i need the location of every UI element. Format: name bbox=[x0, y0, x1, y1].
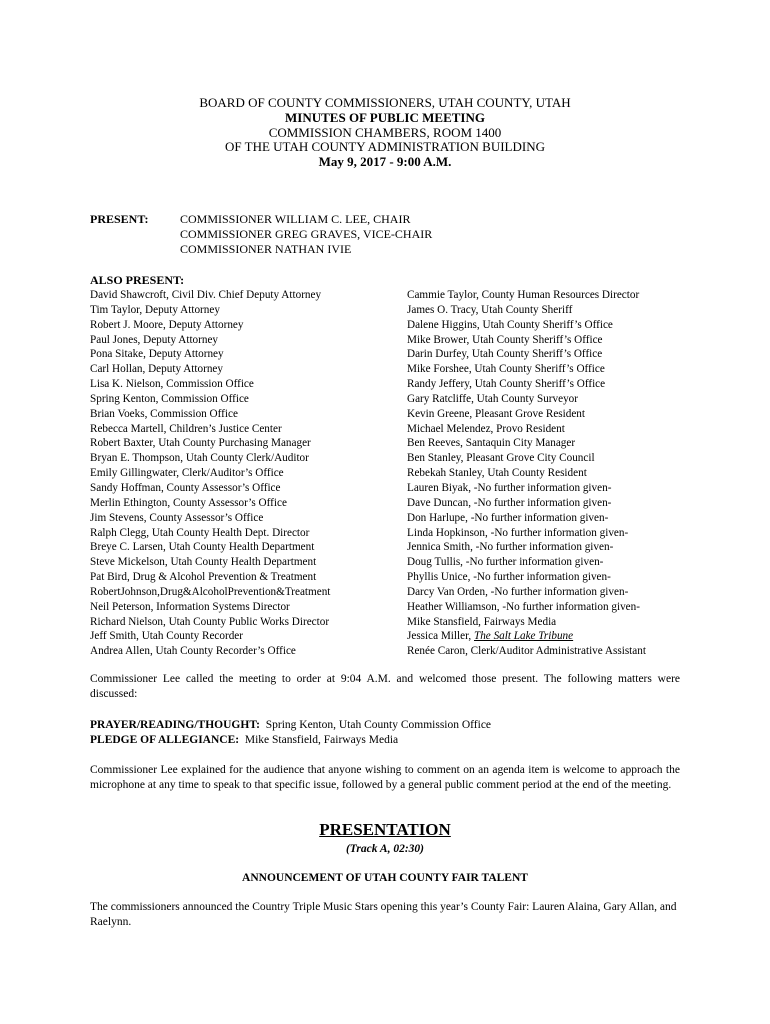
present-member: COMMISSIONER GREG GRAVES, VICE-CHAIR bbox=[180, 226, 433, 241]
attendee-list-left bbox=[90, 288, 400, 659]
attendee-right: Rebekah Stanley, Utah County Resident bbox=[407, 467, 587, 480]
attendee-right: Doug Tullis, -No further information given- bbox=[407, 556, 604, 569]
attendee-right: Linda Hopkinson, -No further information given- bbox=[407, 526, 629, 539]
attendee-right: Cammie Taylor, County Human Resources Director bbox=[407, 289, 640, 301]
document-header bbox=[0, 96, 770, 170]
attendee-right: Darcy Van Orden, -No further information given- bbox=[407, 585, 629, 598]
attendee-right: Dave Duncan, -No further information given- bbox=[407, 496, 612, 509]
present-member: COMMISSIONER WILLIAM C. LEE, CHAIR bbox=[180, 212, 411, 226]
attendee-right: Mike Stansfield, Fairways Media bbox=[407, 615, 557, 628]
attendee-right: Darin Durfey, Utah County Sheriff’s Office bbox=[407, 348, 603, 361]
pledge-value: Mike Stansfield, Fairways Media bbox=[244, 734, 399, 746]
call-to-order-paragraph: Commissioner Lee called the meeting to order at 9:04 A.M. and welcomed those present. The following matters were discussed: bbox=[90, 673, 680, 701]
attendee-right: Renée Caron, Clerk/Auditor Administrative Assistant bbox=[407, 645, 646, 658]
attendee-right: Heather Williamson, -No further information given- bbox=[407, 600, 640, 613]
attendee-left: David Shawcroft, Civil Div. Chief Deputy Attorney bbox=[90, 289, 322, 301]
header-chambers: COMMISSION CHAMBERS, ROOM 1400 bbox=[268, 124, 502, 140]
attendee-right: Ben Reeves, Santaquin City Manager bbox=[407, 437, 576, 450]
attendee-right: Lauren Biyak, -No further information given- bbox=[407, 481, 612, 494]
also-present-label: ALSO PRESENT: bbox=[90, 273, 185, 287]
attendee-left: Carl Hollan, Deputy Attorney bbox=[90, 363, 223, 376]
attendee-right: Don Harlupe, -No further information given- bbox=[407, 511, 609, 524]
attendee-list-right bbox=[407, 288, 682, 659]
presentation-heading: PRESENTATION bbox=[319, 820, 451, 839]
attendee-left: Tim Taylor, Deputy Attorney bbox=[90, 303, 220, 316]
attendee-name: Jessica Miller, bbox=[407, 630, 474, 643]
attendee-right: Randy Jeffery, Utah County Sheriff’s Office bbox=[407, 378, 606, 391]
present-members bbox=[180, 212, 680, 256]
comment-note-paragraph: Commissioner Lee explained for the audience that anyone wishing to comment on an agenda item is welcome to approach the microphone at any time to speak to that specific issue, followed by a general public comment period at the end of the meeting. bbox=[90, 764, 680, 792]
agenda-item-title: ANNOUNCEMENT OF UTAH COUNTY FAIR TALENT bbox=[242, 872, 528, 884]
header-minutes: MINUTES OF PUBLIC MEETING bbox=[285, 109, 485, 125]
attendee-left: Jim Stevens, County Assessor’s Office bbox=[90, 511, 264, 524]
attendee-left: Bryan E. Thompson, Utah County Clerk/Auditor bbox=[90, 452, 309, 465]
attendee-right: James O. Tracy, Utah County Sheriff bbox=[407, 303, 573, 316]
present-label: PRESENT: bbox=[90, 212, 149, 226]
attendee-left: Andrea Allen, Utah County Recorder’s Office bbox=[90, 645, 296, 658]
also-present-section bbox=[90, 273, 690, 658]
agenda-item-text: The commissioners announced the Country Triple Music Stars opening this year’s County Fair: Lauren Alaina, Gary Allan, and Raelynn. bbox=[90, 901, 677, 929]
header-date: May 9, 2017 - 9:00 A.M. bbox=[318, 154, 452, 170]
pledge-label: PLEDGE OF ALLEGIANCE: bbox=[90, 734, 240, 746]
attendee-left: Jeff Smith, Utah County Recorder bbox=[90, 630, 243, 643]
attendee-right: Ben Stanley, Pleasant Grove City Council bbox=[407, 452, 595, 465]
attendee-left: Neil Peterson, Information Systems Director bbox=[90, 600, 290, 613]
prayer-value: Spring Kenton, Utah County Commission Office bbox=[265, 719, 492, 731]
attendee-right bbox=[407, 629, 682, 644]
attendee-right: Michael Melendez, Provo Resident bbox=[407, 422, 565, 435]
attendee-left: Emily Gillingwater, Clerk/Auditor’s Office bbox=[90, 467, 284, 480]
attendee-right: Gary Ratcliffe, Utah County Surveyor bbox=[407, 392, 578, 405]
newspaper-title: The Salt Lake Tribune bbox=[473, 630, 574, 643]
attendee-left: Lisa K. Nielson, Commission Office bbox=[90, 378, 254, 391]
attendee-left: RobertJohnson,Drug&AlcoholPrevention&Treatment bbox=[90, 585, 331, 598]
attendee-left: Paul Jones, Deputy Attorney bbox=[90, 333, 219, 346]
header-building: OF THE UTAH COUNTY ADMINISTRATION BUILDING bbox=[225, 139, 545, 155]
header-board: BOARD OF COUNTY COMMISSIONERS, UTAH COUNTY, UTAH bbox=[199, 95, 571, 110]
attendee-left: Breye C. Larsen, Utah County Health Department bbox=[90, 541, 315, 554]
present-member: COMMISSIONER NATHAN IVIE bbox=[180, 241, 352, 256]
attendee-left: Pat Bird, Drug & Alcohol Prevention & Treatment bbox=[90, 571, 317, 584]
prayer-label: PRAYER/READING/THOUGHT: bbox=[90, 719, 260, 731]
attendee-left: Richard Nielson, Utah County Public Works Director bbox=[90, 615, 330, 628]
attendee-left: Merlin Ethington, County Assessor’s Office bbox=[90, 496, 287, 509]
attendee-left: Sandy Hoffman, County Assessor’s Office bbox=[90, 481, 281, 494]
attendee-right: Phyllis Unice, -No further information given- bbox=[407, 571, 611, 584]
attendee-right: Dalene Higgins, Utah County Sheriff’s Office bbox=[407, 318, 613, 331]
attendee-left: Spring Kenton, Commission Office bbox=[90, 392, 249, 405]
presentation-track: (Track A, 02:30) bbox=[345, 843, 425, 855]
attendee-left: Ralph Clegg, Utah County Health Dept. Director bbox=[90, 526, 310, 539]
prayer-line bbox=[90, 718, 680, 733]
attendee-left: Robert J. Moore, Deputy Attorney bbox=[90, 318, 244, 331]
attendee-left: Steve Mickelson, Utah County Health Department bbox=[90, 556, 317, 569]
attendee-left: Pona Sitake, Deputy Attorney bbox=[90, 348, 224, 361]
attendee-left: Brian Voeks, Commission Office bbox=[90, 407, 238, 420]
attendee-right: Mike Brower, Utah County Sheriff’s Office bbox=[407, 333, 603, 346]
attendee-right: Mike Forshee, Utah County Sheriff’s Office bbox=[407, 363, 605, 376]
attendee-left: Rebecca Martell, Children’s Justice Center bbox=[90, 422, 282, 435]
attendee-right: Jennica Smith, -No further information given- bbox=[407, 541, 614, 554]
attendee-right: Kevin Greene, Pleasant Grove Resident bbox=[407, 407, 586, 420]
attendee-left: Robert Baxter, Utah County Purchasing Manager bbox=[90, 437, 311, 450]
pledge-line bbox=[90, 733, 680, 748]
